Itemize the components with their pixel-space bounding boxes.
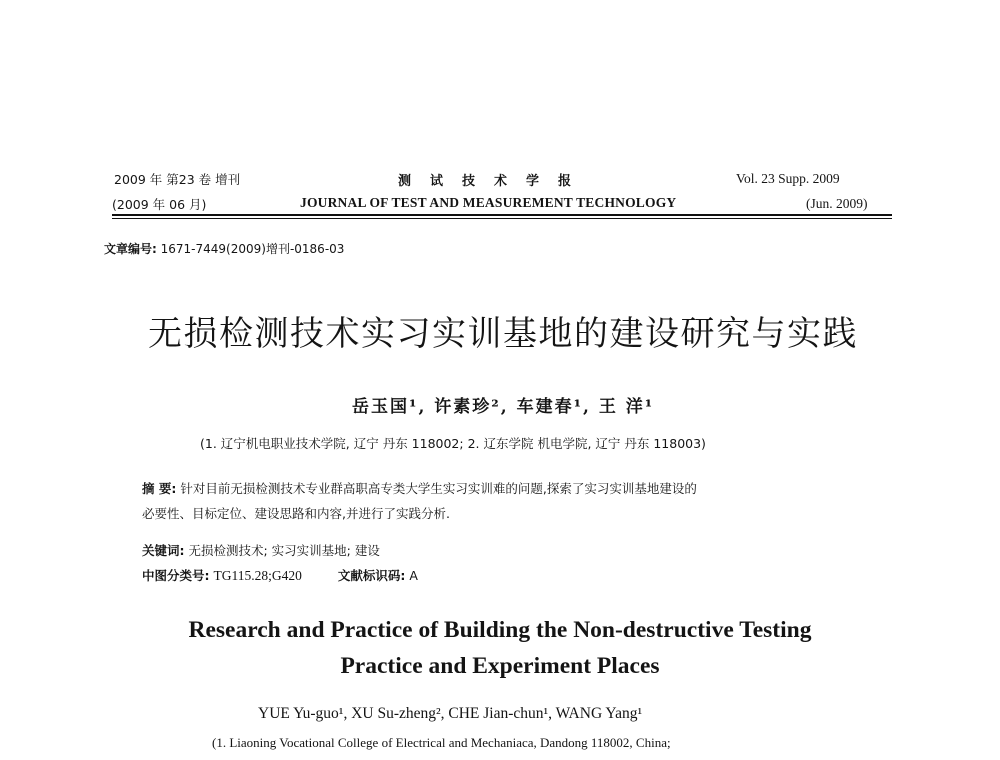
affiliation-en: (1. Liaoning Vocational College of Electrical and Mechaniaca, Dandong 118002, China; [212,735,671,750]
article-id [104,240,344,257]
authors-cn: 岳玉国¹, 许素珍², 车建春¹, 王 洋¹ [352,397,655,417]
doc-code-label: 文献标识码: [337,568,406,583]
keywords-label: 关键词: [142,543,185,558]
title-cn: 无损检测技术实习实训基地的建设研究与实践 [148,314,858,354]
authors-en: YUE Yu-guo¹, XU Su-zheng², CHE Jian-chun¹, WANG Yang¹ [258,705,643,722]
keywords-value: 无损检测技术; 实习实训基地; 建设 [188,543,380,558]
header-rule-thin [112,218,892,219]
header-date-cn: (2009 年 06 月) [112,197,207,212]
header-volume-cn: 2009 年 第23 卷 增刊 [114,172,241,187]
header-date-en: (Jun. 2009) [806,196,868,211]
title-en-line1: Research and Practice of Building the Non-destructive Testing [188,617,812,643]
classification [142,566,418,584]
keywords [142,541,380,559]
abstract-line1 [142,479,697,497]
article-id-label: 文章编号: [104,242,157,256]
header-volume-en: Vol. 23 Supp. 2009 [736,171,840,186]
doc-code-value: A [409,568,418,583]
header-journal-cn: 测试技术学报 [398,174,591,189]
abstract-line2: 必要性、目标定位、建设思路和内容,并进行了实践分析. [142,506,450,521]
classification-value: TG115.28;G420 [213,568,302,583]
classification-label: 中图分类号: [142,568,210,583]
abstract-label: 摘 要: [142,481,177,496]
title-en-line2: Practice and Experiment Places [340,653,660,679]
header-journal-en: JOURNAL OF TEST AND MEASUREMENT TECHNOLOGY [300,195,677,210]
article-id-value: 1671-7449(2009)增刊-0186-03 [160,242,345,256]
header-rule [112,214,892,216]
abstract-text-1: 针对目前无损检测技术专业群高职高专类大学生实习实训难的问题,探索了实习实训基地建设的 [180,481,697,496]
affiliation-cn: (1. 辽宁机电职业技术学院, 辽宁 丹东 118002; 2. 辽东学院 机电学院, 辽宁 丹东 118003) [200,436,706,451]
